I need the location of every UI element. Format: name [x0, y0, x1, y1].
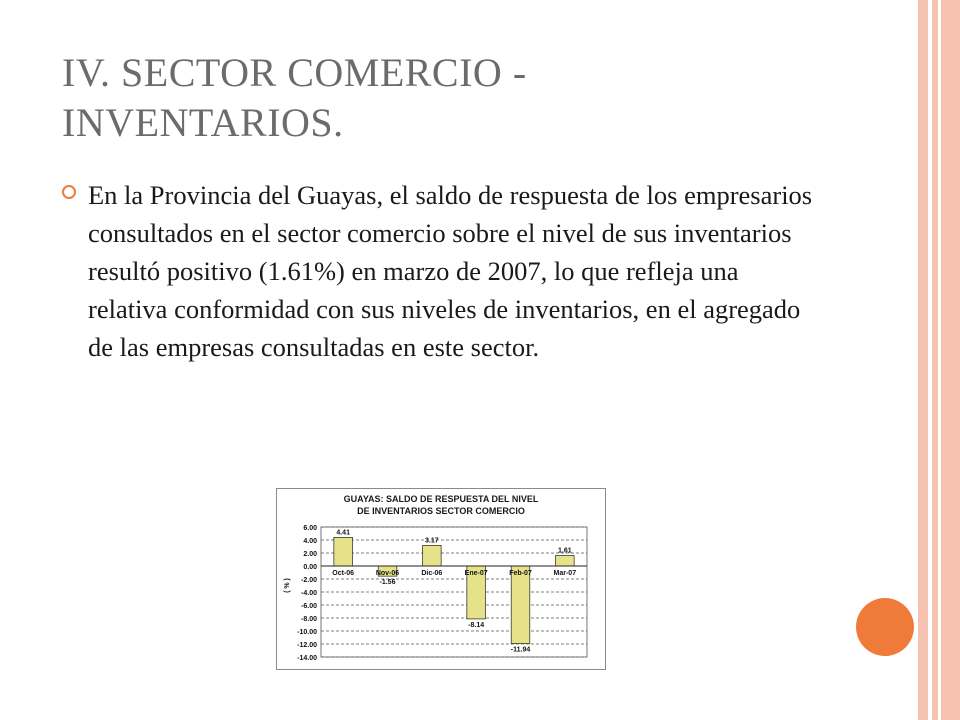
y-tick-label: -14.00 — [297, 655, 317, 662]
bar-value-label: -11.94 — [510, 646, 531, 654]
x-tick-label: Oct-06 — [332, 570, 355, 577]
decorative-circle — [856, 598, 914, 656]
bar-value-label: 1.61 — [558, 547, 572, 555]
bar — [334, 537, 353, 566]
x-tick-label: Ene-07 — [464, 570, 488, 577]
chart-frame — [276, 488, 606, 670]
bar — [511, 566, 530, 644]
bar-value-label: -1.56 — [379, 579, 396, 587]
title-line-1: IV. SECTOR COMERCIO - — [62, 50, 527, 95]
y-tick-label: -6.00 — [301, 603, 317, 610]
bullet-ring-icon — [62, 185, 76, 199]
y-tick-label: -8.00 — [301, 616, 317, 623]
slide-title — [62, 48, 862, 148]
title-line-2: INVENTARIOS. — [62, 100, 344, 145]
border-stripe — [918, 0, 928, 720]
chart-title-line-2: DE INVENTARIOS SECTOR COMERCIO — [357, 506, 525, 516]
y-tick-label: 6.00 — [303, 525, 317, 532]
y-tick-label: 2.00 — [303, 551, 317, 558]
bullet-item — [62, 176, 822, 366]
y-tick-label: -12.00 — [297, 642, 317, 649]
x-tick-label: Feb-07 — [509, 570, 532, 577]
bullet-text: En la Provincia del Guayas, el saldo de respuesta de los empresarios consultados en el sector comercio sobre el nivel de sus inventarios resultó positivo (1.61%) en marzo de 2007, lo que refleja una relativa conformidad con sus niveles de inventarios, en el agregado de las empresas consultadas en este sector. — [88, 180, 813, 362]
y-tick-label: -4.00 — [301, 590, 317, 597]
x-tick-label: Mar-07 — [553, 570, 577, 577]
border-stripe — [941, 0, 960, 720]
bar-value-label: 4.41 — [336, 529, 350, 537]
bar-chart — [277, 489, 605, 669]
y-tick-label: 4.00 — [303, 538, 317, 545]
bar-value-label: -8.14 — [468, 621, 485, 629]
y-tick-label: 0.00 — [303, 564, 317, 571]
y-tick-label: -2.00 — [301, 577, 317, 584]
y-tick-label: -10.00 — [297, 629, 317, 636]
x-tick-label: Nov-06 — [375, 570, 400, 577]
bar — [423, 545, 442, 566]
y-axis-label: ( % ) — [284, 578, 291, 593]
bar-value-label: 3.17 — [425, 537, 439, 545]
chart-title-line-1: GUAYAS: SALDO DE RESPUESTA DEL NIVEL — [343, 494, 539, 504]
bar — [556, 556, 575, 566]
x-tick-label: Dic-06 — [421, 570, 443, 577]
